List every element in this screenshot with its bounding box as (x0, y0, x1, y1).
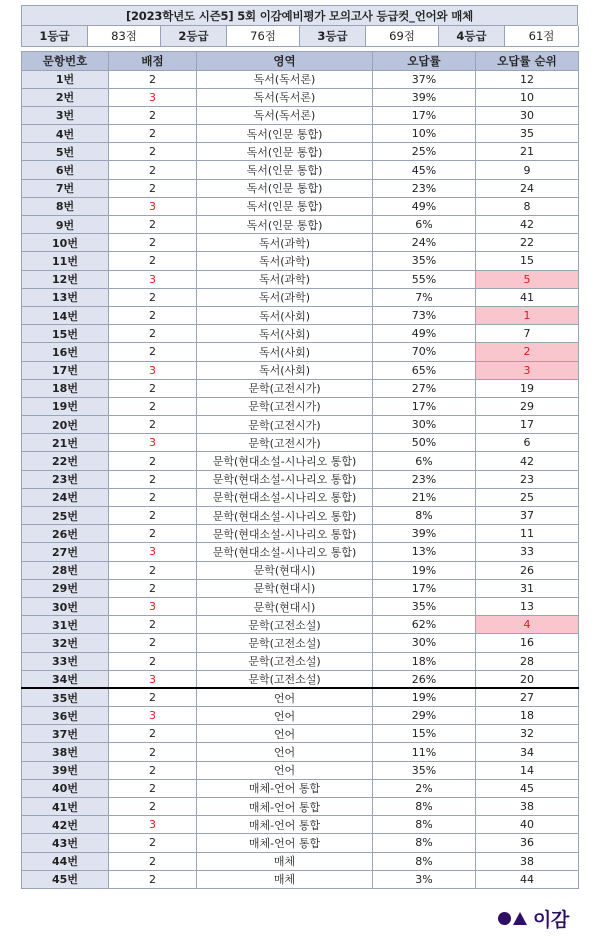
error-rank-cell: 31 (476, 579, 579, 597)
area-cell: 독서(독서론) (197, 88, 373, 106)
question-number-cell: 45번 (22, 870, 109, 888)
error-rate-cell: 30% (373, 634, 476, 652)
area-cell: 독서(사회) (197, 306, 373, 324)
error-rate-cell: 7% (373, 288, 476, 306)
points-cell: 2 (109, 325, 197, 343)
points-cell: 3 (109, 707, 197, 725)
area-cell: 매체-언어 통합 (197, 834, 373, 852)
question-number-cell: 17번 (22, 361, 109, 379)
table-row (22, 397, 579, 415)
points-cell: 2 (109, 761, 197, 779)
question-number-cell: 7번 (22, 179, 109, 197)
area-cell: 언어 (197, 707, 373, 725)
error-rank-cell: 33 (476, 543, 579, 561)
grade-1-score: 83점 (88, 26, 161, 46)
error-rank-cell: 30 (476, 106, 579, 124)
area-cell: 문학(고전소설) (197, 616, 373, 634)
area-cell: 매체-언어 통합 (197, 779, 373, 797)
error-rank-cell: 28 (476, 652, 579, 670)
question-number-cell: 6번 (22, 161, 109, 179)
area-cell: 매체-언어 통합 (197, 816, 373, 834)
points-cell: 2 (109, 143, 197, 161)
error-rate-cell: 27% (373, 379, 476, 397)
area-cell: 문학(고전소설) (197, 670, 373, 688)
points-cell: 2 (109, 743, 197, 761)
header-points: 배점 (109, 51, 197, 70)
points-cell: 2 (109, 379, 197, 397)
error-rank-cell: 41 (476, 288, 579, 306)
area-cell: 문학(현대소설-시나리오 통합) (197, 470, 373, 488)
question-number-cell: 39번 (22, 761, 109, 779)
points-cell: 2 (109, 70, 197, 88)
table-body (22, 70, 579, 888)
error-rate-cell: 17% (373, 106, 476, 124)
area-cell: 독서(사회) (197, 343, 373, 361)
grade-1-label: 1등급 (22, 26, 88, 46)
question-number-cell: 32번 (22, 634, 109, 652)
points-cell: 2 (109, 416, 197, 434)
question-number-cell: 42번 (22, 816, 109, 834)
table-row (22, 434, 579, 452)
points-cell: 2 (109, 634, 197, 652)
error-rank-cell: 20 (476, 670, 579, 688)
question-number-cell: 22번 (22, 452, 109, 470)
question-number-cell: 10번 (22, 234, 109, 252)
table-row (22, 688, 579, 706)
points-cell: 2 (109, 161, 197, 179)
error-rank-cell: 7 (476, 325, 579, 343)
area-cell: 매체-언어 통합 (197, 798, 373, 816)
error-rate-cell: 19% (373, 561, 476, 579)
table-row (22, 125, 579, 143)
error-rate-cell: 10% (373, 125, 476, 143)
table-row (22, 597, 579, 615)
question-number-cell: 38번 (22, 743, 109, 761)
question-number-cell: 20번 (22, 416, 109, 434)
logo-text: 이감 (533, 908, 569, 931)
area-cell: 문학(현대소설-시나리오 통합) (197, 525, 373, 543)
question-number-cell: 16번 (22, 343, 109, 361)
table-row (22, 488, 579, 506)
error-rank-cell: 13 (476, 597, 579, 615)
table-row (22, 798, 579, 816)
points-cell: 3 (109, 816, 197, 834)
error-rate-cell: 30% (373, 416, 476, 434)
error-rank-cell: 9 (476, 161, 579, 179)
error-rank-cell: 21 (476, 143, 579, 161)
error-rank-cell: 16 (476, 634, 579, 652)
points-cell: 3 (109, 434, 197, 452)
area-cell: 문학(현대소설-시나리오 통합) (197, 488, 373, 506)
area-cell: 독서(과학) (197, 252, 373, 270)
error-rate-cell: 37% (373, 70, 476, 88)
error-rank-cell: 27 (476, 688, 579, 706)
question-number-cell: 9번 (22, 216, 109, 234)
table-row (22, 70, 579, 88)
question-number-cell: 5번 (22, 143, 109, 161)
table-row (22, 761, 579, 779)
points-cell: 3 (109, 597, 197, 615)
error-rate-cell: 8% (373, 852, 476, 870)
error-rate-cell: 35% (373, 761, 476, 779)
table-header-row (22, 51, 579, 70)
points-cell: 2 (109, 125, 197, 143)
area-cell: 독서(인문 통합) (197, 143, 373, 161)
table-row (22, 379, 579, 397)
points-cell: 3 (109, 88, 197, 106)
table-row (22, 561, 579, 579)
grade-4-label: 4등급 (439, 26, 505, 46)
document-title: [2023학년도 시즌5] 5회 이감예비평가 모의고사 등급컷_언어와 매체 (22, 6, 578, 26)
error-rate-cell: 2% (373, 779, 476, 797)
error-rate-cell: 18% (373, 652, 476, 670)
area-cell: 매체 (197, 870, 373, 888)
question-number-cell: 41번 (22, 798, 109, 816)
error-rate-cell: 39% (373, 88, 476, 106)
area-cell: 언어 (197, 761, 373, 779)
points-cell: 2 (109, 106, 197, 124)
question-number-cell: 8번 (22, 197, 109, 215)
points-cell: 2 (109, 561, 197, 579)
table-row (22, 525, 579, 543)
table-row (22, 325, 579, 343)
error-rank-cell: 8 (476, 197, 579, 215)
question-number-cell: 25번 (22, 507, 109, 525)
error-rank-cell: 38 (476, 852, 579, 870)
area-cell: 독서(인문 통합) (197, 125, 373, 143)
question-number-cell: 27번 (22, 543, 109, 561)
points-cell: 2 (109, 252, 197, 270)
error-rate-cell: 17% (373, 579, 476, 597)
area-cell: 문학(현대소설-시나리오 통합) (197, 452, 373, 470)
table-row (22, 452, 579, 470)
error-rate-cell: 45% (373, 161, 476, 179)
error-rate-cell: 62% (373, 616, 476, 634)
area-cell: 독서(사회) (197, 325, 373, 343)
question-number-cell: 40번 (22, 779, 109, 797)
error-rank-cell: 23 (476, 470, 579, 488)
points-cell: 2 (109, 688, 197, 706)
error-rank-cell: 18 (476, 707, 579, 725)
error-rank-cell: 10 (476, 88, 579, 106)
question-number-cell: 35번 (22, 688, 109, 706)
question-number-cell: 3번 (22, 106, 109, 124)
error-rate-cell: 11% (373, 743, 476, 761)
table-row (22, 252, 579, 270)
points-cell: 2 (109, 616, 197, 634)
error-rank-cell: 3 (476, 361, 579, 379)
points-cell: 2 (109, 725, 197, 743)
table-row (22, 179, 579, 197)
area-cell: 문학(고전시가) (197, 379, 373, 397)
error-rate-cell: 23% (373, 179, 476, 197)
table-row (22, 634, 579, 652)
grade-3-label: 3등급 (300, 26, 366, 46)
area-cell: 문학(현대소설-시나리오 통합) (197, 507, 373, 525)
error-rank-cell: 37 (476, 507, 579, 525)
table-row (22, 852, 579, 870)
points-cell: 2 (109, 834, 197, 852)
error-rate-cell: 70% (373, 343, 476, 361)
table-row (22, 361, 579, 379)
error-rate-cell: 17% (373, 397, 476, 415)
points-cell: 2 (109, 579, 197, 597)
question-stats-table (21, 51, 579, 889)
error-rank-cell: 17 (476, 416, 579, 434)
error-rank-cell: 2 (476, 343, 579, 361)
header-error-rate: 오답률 (373, 51, 476, 70)
area-cell: 독서(독서론) (197, 70, 373, 88)
question-number-cell: 4번 (22, 125, 109, 143)
points-cell: 2 (109, 179, 197, 197)
grade-cut-document (21, 5, 578, 889)
grade-2-score: 76점 (227, 26, 300, 46)
error-rank-cell: 34 (476, 743, 579, 761)
table-row (22, 88, 579, 106)
points-cell: 2 (109, 397, 197, 415)
error-rank-cell: 26 (476, 561, 579, 579)
error-rate-cell: 24% (373, 234, 476, 252)
question-number-cell: 18번 (22, 379, 109, 397)
points-cell: 2 (109, 870, 197, 888)
question-number-cell: 23번 (22, 470, 109, 488)
error-rate-cell: 29% (373, 707, 476, 725)
error-rate-cell: 6% (373, 216, 476, 234)
table-row (22, 670, 579, 688)
error-rate-cell: 35% (373, 252, 476, 270)
error-rate-cell: 19% (373, 688, 476, 706)
table-row (22, 270, 579, 288)
error-rate-cell: 13% (373, 543, 476, 561)
error-rank-cell: 15 (476, 252, 579, 270)
error-rank-cell: 4 (476, 616, 579, 634)
area-cell: 언어 (197, 743, 373, 761)
header-question-number: 문항번호 (22, 51, 109, 70)
table-row (22, 834, 579, 852)
table-row (22, 234, 579, 252)
logo-circle-icon (498, 912, 511, 925)
error-rank-cell: 44 (476, 870, 579, 888)
error-rank-cell: 40 (476, 816, 579, 834)
error-rate-cell: 39% (373, 525, 476, 543)
question-number-cell: 30번 (22, 597, 109, 615)
error-rate-cell: 55% (373, 270, 476, 288)
error-rate-cell: 3% (373, 870, 476, 888)
table-row (22, 816, 579, 834)
question-number-cell: 2번 (22, 88, 109, 106)
error-rate-cell: 8% (373, 834, 476, 852)
error-rank-cell: 11 (476, 525, 579, 543)
table-row (22, 616, 579, 634)
error-rate-cell: 21% (373, 488, 476, 506)
error-rank-cell: 19 (476, 379, 579, 397)
table-row (22, 543, 579, 561)
error-rank-cell: 1 (476, 306, 579, 324)
error-rank-cell: 38 (476, 798, 579, 816)
area-cell: 문학(고전시가) (197, 416, 373, 434)
error-rate-cell: 8% (373, 816, 476, 834)
error-rate-cell: 50% (373, 434, 476, 452)
table-row (22, 870, 579, 888)
area-cell: 언어 (197, 725, 373, 743)
points-cell: 3 (109, 197, 197, 215)
header-area: 영역 (197, 51, 373, 70)
area-cell: 언어 (197, 688, 373, 706)
question-number-cell: 15번 (22, 325, 109, 343)
area-cell: 문학(현대시) (197, 579, 373, 597)
error-rate-cell: 26% (373, 670, 476, 688)
table-row (22, 743, 579, 761)
area-cell: 문학(고전소설) (197, 634, 373, 652)
question-number-cell: 24번 (22, 488, 109, 506)
error-rate-cell: 23% (373, 470, 476, 488)
error-rank-cell: 29 (476, 397, 579, 415)
error-rate-cell: 15% (373, 725, 476, 743)
area-cell: 문학(고전소설) (197, 652, 373, 670)
question-number-cell: 44번 (22, 852, 109, 870)
error-rank-cell: 24 (476, 179, 579, 197)
points-cell: 3 (109, 270, 197, 288)
area-cell: 문학(현대소설-시나리오 통합) (197, 543, 373, 561)
error-rank-cell: 6 (476, 434, 579, 452)
error-rank-cell: 12 (476, 70, 579, 88)
points-cell: 2 (109, 525, 197, 543)
error-rate-cell: 6% (373, 452, 476, 470)
error-rank-cell: 5 (476, 270, 579, 288)
error-rate-cell: 65% (373, 361, 476, 379)
question-number-cell: 29번 (22, 579, 109, 597)
question-number-cell: 26번 (22, 525, 109, 543)
points-cell: 3 (109, 670, 197, 688)
error-rank-cell: 45 (476, 779, 579, 797)
area-cell: 문학(현대시) (197, 561, 373, 579)
points-cell: 2 (109, 452, 197, 470)
table-row (22, 161, 579, 179)
grade-4-score: 61점 (505, 26, 579, 46)
logo-triangle-icon (513, 912, 527, 925)
table-row (22, 725, 579, 743)
error-rank-cell: 22 (476, 234, 579, 252)
question-number-cell: 1번 (22, 70, 109, 88)
table-row (22, 106, 579, 124)
error-rate-cell: 73% (373, 306, 476, 324)
points-cell: 2 (109, 343, 197, 361)
points-cell: 3 (109, 361, 197, 379)
error-rate-cell: 8% (373, 798, 476, 816)
error-rank-cell: 35 (476, 125, 579, 143)
table-row (22, 216, 579, 234)
area-cell: 문학(현대시) (197, 597, 373, 615)
points-cell: 2 (109, 288, 197, 306)
area-cell: 독서(과학) (197, 288, 373, 306)
table-row (22, 197, 579, 215)
points-cell: 3 (109, 543, 197, 561)
error-rank-cell: 42 (476, 452, 579, 470)
question-number-cell: 43번 (22, 834, 109, 852)
question-number-cell: 19번 (22, 397, 109, 415)
question-number-cell: 36번 (22, 707, 109, 725)
area-cell: 독서(사회) (197, 361, 373, 379)
table-row (22, 306, 579, 324)
question-number-cell: 21번 (22, 434, 109, 452)
area-cell: 문학(고전시가) (197, 434, 373, 452)
error-rate-cell: 35% (373, 597, 476, 615)
header-error-rank: 오답률 순위 (476, 51, 579, 70)
area-cell: 독서(과학) (197, 270, 373, 288)
area-cell: 독서(인문 통합) (197, 161, 373, 179)
points-cell: 2 (109, 652, 197, 670)
question-number-cell: 28번 (22, 561, 109, 579)
question-number-cell: 34번 (22, 670, 109, 688)
grade-2-label: 2등급 (161, 26, 227, 46)
error-rate-cell: 49% (373, 197, 476, 215)
error-rate-cell: 8% (373, 507, 476, 525)
points-cell: 2 (109, 852, 197, 870)
points-cell: 2 (109, 507, 197, 525)
error-rank-cell: 14 (476, 761, 579, 779)
table-row (22, 779, 579, 797)
area-cell: 매체 (197, 852, 373, 870)
points-cell: 2 (109, 488, 197, 506)
grade-3-score: 69점 (366, 26, 439, 46)
area-cell: 독서(독서론) (197, 106, 373, 124)
table-row (22, 416, 579, 434)
title-table (21, 5, 578, 26)
igam-logo (498, 906, 569, 930)
points-cell: 2 (109, 779, 197, 797)
points-cell: 2 (109, 306, 197, 324)
error-rank-cell: 42 (476, 216, 579, 234)
area-cell: 독서(인문 통합) (197, 216, 373, 234)
question-number-cell: 37번 (22, 725, 109, 743)
error-rank-cell: 32 (476, 725, 579, 743)
table-row (22, 470, 579, 488)
question-number-cell: 13번 (22, 288, 109, 306)
question-number-cell: 14번 (22, 306, 109, 324)
table-row (22, 507, 579, 525)
question-number-cell: 12번 (22, 270, 109, 288)
area-cell: 문학(고전시가) (197, 397, 373, 415)
error-rate-cell: 49% (373, 325, 476, 343)
points-cell: 2 (109, 798, 197, 816)
error-rank-cell: 25 (476, 488, 579, 506)
error-rate-cell: 25% (373, 143, 476, 161)
question-number-cell: 11번 (22, 252, 109, 270)
table-row (22, 288, 579, 306)
table-row (22, 143, 579, 161)
table-row (22, 707, 579, 725)
error-rank-cell: 36 (476, 834, 579, 852)
area-cell: 독서(인문 통합) (197, 179, 373, 197)
area-cell: 독서(인문 통합) (197, 197, 373, 215)
table-row (22, 343, 579, 361)
table-row (22, 652, 579, 670)
area-cell: 독서(과학) (197, 234, 373, 252)
grade-cut-row (22, 26, 579, 46)
points-cell: 2 (109, 470, 197, 488)
question-number-cell: 31번 (22, 616, 109, 634)
table-row (22, 579, 579, 597)
question-number-cell: 33번 (22, 652, 109, 670)
grade-cut-table (21, 26, 579, 47)
points-cell: 2 (109, 216, 197, 234)
points-cell: 2 (109, 234, 197, 252)
